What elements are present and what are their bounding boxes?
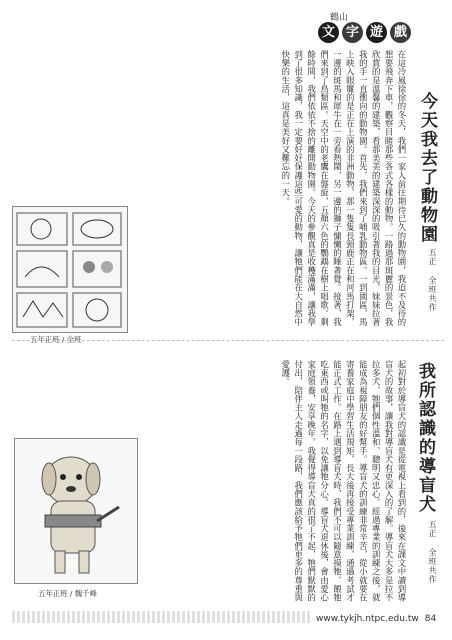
page-number: 84 — [424, 614, 437, 624]
brand-label: 鶴山 — [330, 13, 349, 23]
article2-body: 起初對於導盲犬的認識是從電視上看到的，後來在課文中讀到導盲犬的故事，讓我對導盲犬有更深入的了解。導盲犬大多是拉不拉多犬，牠們個性溫和、聰明又忠心，經過專業的訓練之後，就能成為視障朋友的好幫手。導盲犬的訓練非常辛苦，從小就要在寄養家庭中學習生活規矩，長大後再接受專業訓練，通過考試才能正式工作。在路上遇到導盲犬時，我們不可以隨意摸牠、餵牠吃東西或叫牠的名字，以免讓牠分心。導盲犬退休後，會由愛心家庭領養，安享晚年。我覺得導盲犬真的很了不起，牠們默默的付出，陪伴主人走過每一段路，我們應該給予牠們更多的尊重與愛護。 — [280, 360, 407, 602]
article2-illustration — [14, 438, 138, 584]
footer-pattern-bar — [12, 611, 312, 623]
article1-title: 今天我去了動物園 — [417, 92, 437, 244]
banner-char: 字 — [342, 22, 363, 43]
article1-illustration — [12, 206, 128, 333]
article2-caption: 五年正班 / 魏千峰 — [38, 589, 97, 598]
banner-char: 文 — [318, 22, 339, 43]
banner-char: 遊 — [366, 22, 387, 43]
banner-char: 戲 — [390, 22, 411, 43]
article1-caption: 五年正班 / 全班 — [30, 335, 82, 344]
section-divider — [12, 340, 444, 341]
guide-dog-drawing-icon — [15, 439, 137, 583]
article1-byline: 五正 全班共作 — [428, 248, 437, 312]
article2-title: 我所認識的導盲犬 — [415, 362, 435, 514]
footer-url[interactable]: www.tykjh.ntpc.edu.tw — [316, 614, 419, 624]
footer — [316, 614, 436, 624]
article1-body: 在這冷風徐徐的冬天，我們一家人前往期待已久的動物園，我迫不及待的想要飛奔下車，觀察目睹那些各式各樣的動物。一路過那斑麗的景色，我欣賞的是溫馨的建築，看那美美的建築深深的吸引著我的目光，妹妹拉著我的手一直衝向的動物園。首先，我們來到了哺乳動物區。一到園區，馬上映入眼簾的是正在上演的非洲動物，那一隻隻長頸鹿正在和河馬打架，一邊的斑馬和犀牛在一旁看熱鬧，另一邊的獅子慵懶的睡著覺。接著，我們來到了鳥類區。天空中的老鷹在盤旋，五顏六色的鸚鵡在樹上唱歌。剩餘時間，我們依依不捨的離開動物園。今天的參觀真是收穫滿滿，讓我學到了很多知識，我一定要好好保護這些可愛的動物，讓牠們能在大自然中快樂的生活，這真是美好又難忘的一天。 — [280, 50, 407, 327]
zoo-drawing-icon — [13, 207, 127, 332]
section-banner — [318, 22, 411, 43]
article2-byline: 五正 全班共作 — [428, 520, 437, 584]
